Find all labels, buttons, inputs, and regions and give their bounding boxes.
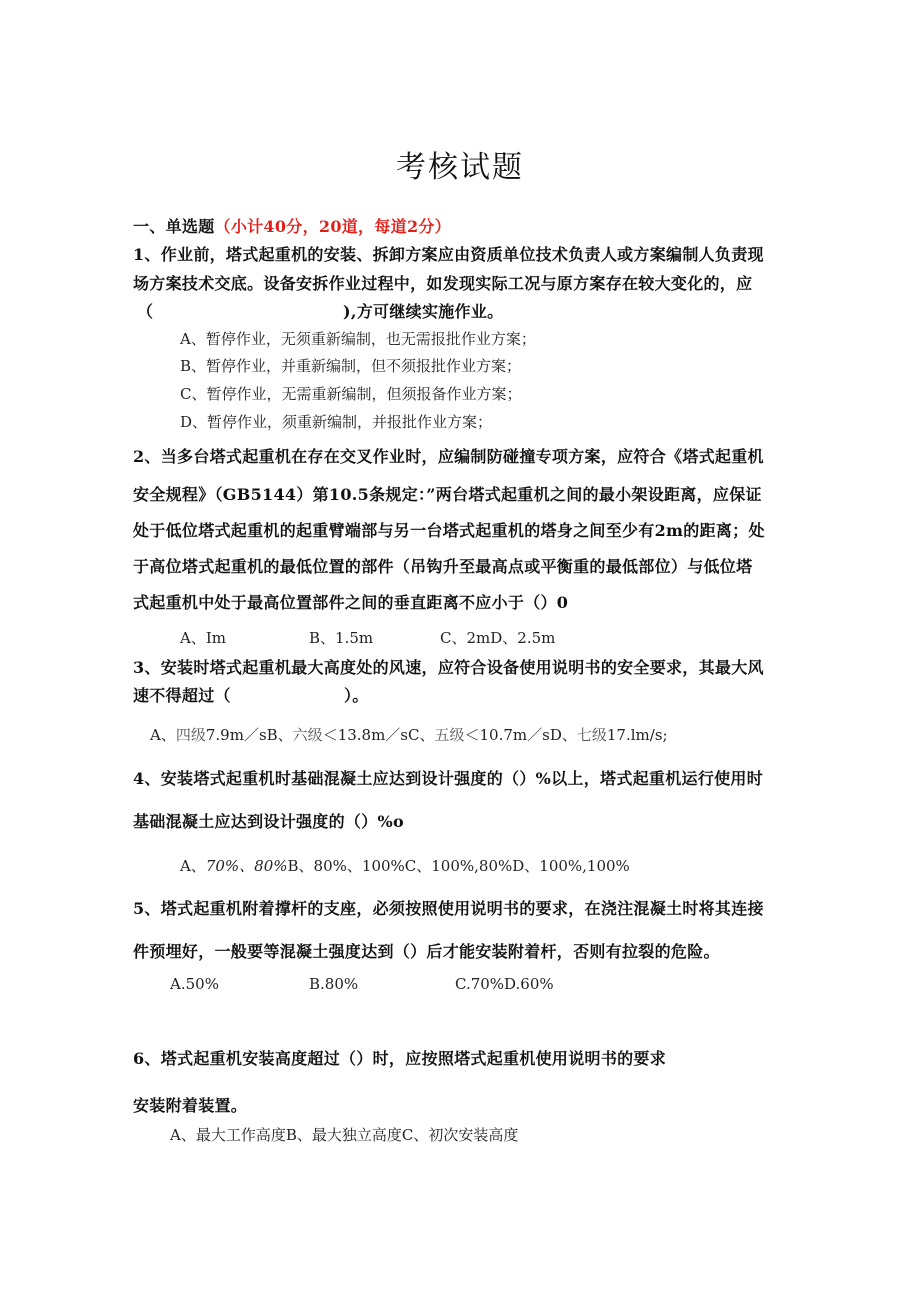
q2-option-b: B、1.5m [309,629,374,647]
q2-line-5: 式起重机中处于最高位置部件之间的垂直距离不应小于（）0 [133,593,569,612]
q3-opt-c-value: ＜10.7m／sD、 [464,726,577,744]
q3-options [150,724,668,745]
q1-line-2: 场方案技术交底。设备安拆作业过程中，如发现实际工况与原方案存在较大变化的，应 [133,274,753,293]
q3-line-2a: 速不得超过（ [133,686,231,705]
q6-line-1: 6、塔式起重机安装高度超过（）时，应按照塔式起重机使用说明书的要求 [133,1049,667,1068]
q5-line-1: 5、塔式起重机附着撑杆的支座，必须按照使用说明书的要求，在浇注混凝土时将其连接 [133,899,764,918]
q1-option-b: B、暂停作业，并重新编制，但不须报批作业方案； [180,357,522,375]
q2-line-3: 处于低位塔式起重机的起重臂端部与另一台塔式起重机的塔身之间至少有2m的距离；处 [133,521,765,540]
page-title: 考核试题 [396,150,524,185]
q1-option-d: D、暂停作业，须重新编制，并报批作业方案； [180,413,493,431]
q5-option-b: B.80% [309,975,359,993]
section-heading [133,214,451,237]
q1-line-1: 1、作业前，塔式起重机的安装、拆卸方案应由资质单位技术负责人或方案编制人负责现 [133,245,764,264]
q3-opt-b-value: ＜13.8m／sC、 [322,726,435,744]
q1-option-a: A、暂停作业，无须重新编制，也无需报批作业方案； [180,330,536,348]
q3-opt-d-value: 17.lm/s; [606,726,668,744]
q2-option-cd: C、2mD、2.5m [440,629,556,647]
q1-option-c: C、暂停作业，无需重新编制，但须报备作业方案； [180,385,522,403]
q1-line-3: ),方可继续实施作业。 [343,302,504,321]
q3-opt-d-level: 七级 [576,726,607,744]
q5-line-2: 件预埋好，一般要等混凝土强度达到（）后才能安装附着杆，否则有拉裂的危险。 [133,942,720,961]
q4-opt-a-letter: A、 [180,857,206,875]
q3-opt-c-level: 五级 [434,726,465,744]
q2-option-a: A、Im [180,629,226,647]
q3-opt-a-level: 四级 [175,726,206,744]
q3-line-1: 3、安装时塔式起重机最大高度处的风速，应符合设备使用说明书的安全要求，其最大风 [133,658,764,677]
q6-line-2: 安装附着装置。 [133,1096,248,1115]
q3-line-2b: ）。 [344,686,369,705]
q6-options: A、最大工作高度B、最大独立高度C、初次安装高度 [170,1126,519,1144]
q3-opt-b-level: 六级 [292,726,323,744]
q2-line-2: 安全规程》（GB5144）第10.5条规定：”两台塔式起重机之间的最小架设距离，应保证 [133,485,762,504]
q1-blank-open: （ [137,302,154,321]
q2-line-4: 于高位塔式起重机的最低位置的部件（吊钩升至最高点或平衡重的最低部位）与低位塔 [133,557,753,576]
section-score-note: （小计40分，20道，每道2分） [214,217,451,236]
q4-opt-a-value: 70%、80% [205,857,288,875]
q4-options [180,855,630,876]
q4-opt-rest: B、80%、100%C、100%,80%D、100%,100% [287,857,630,875]
q2-line-1: 2、当多台塔式起重机在存在交叉作业时，应编制防碰撞专项方案，应符合《塔式起重机 [133,447,764,466]
section-prefix: 一、单选题 [133,217,215,236]
q3-opt-a-value: 7.9m／sB、 [205,726,293,744]
q5-option-a: A.50% [170,975,219,993]
q5-option-cd: C.70%D.60% [455,975,554,993]
q4-line-1: 4、安装塔式起重机时基础混凝土应达到设计强度的（）%以上，塔式起重机运行使用时 [133,769,764,788]
q4-line-2: 基础混凝土应达到设计强度的（）%o [133,812,404,831]
q3-opt-a-letter: A、 [150,726,176,744]
